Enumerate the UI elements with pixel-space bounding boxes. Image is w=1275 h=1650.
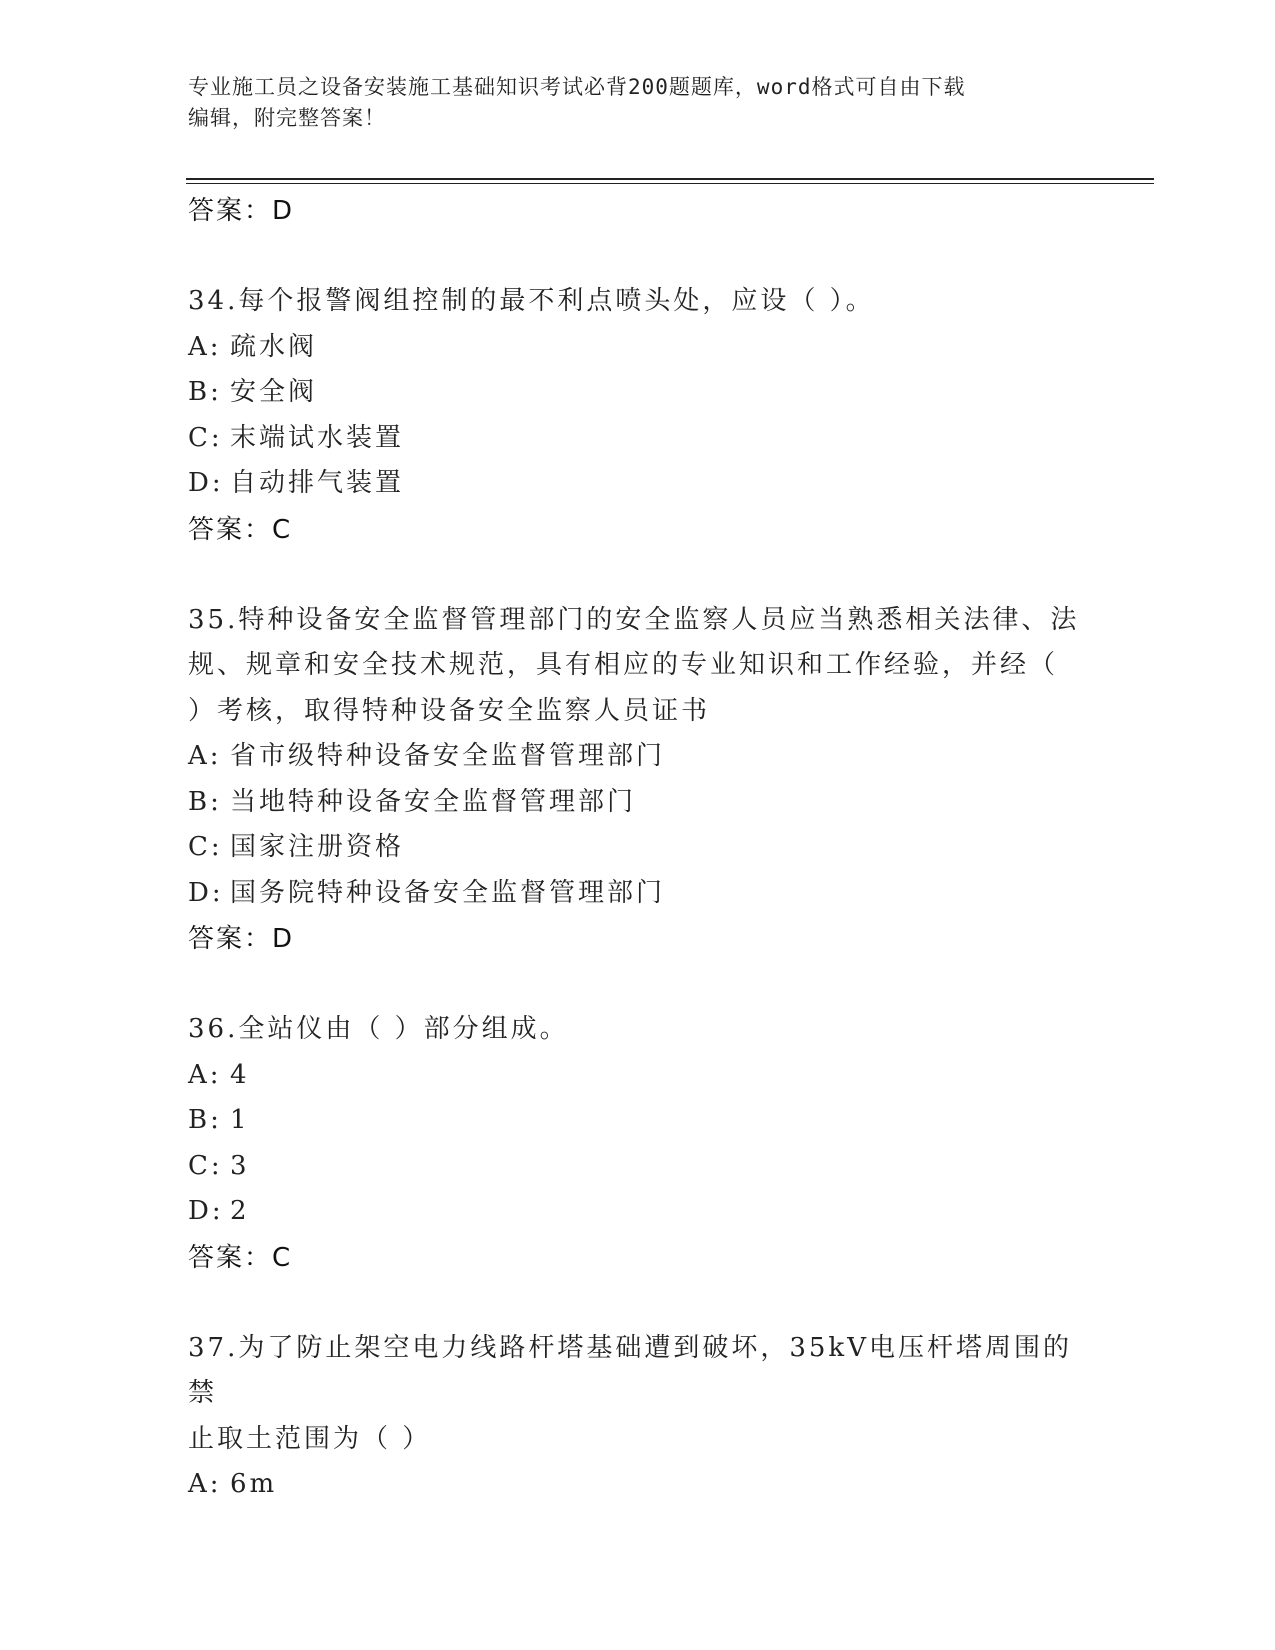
header-rule-thick [186,178,1154,180]
option-text: 国务院特种设备安全监督管理部门 [230,877,666,908]
answer-line: 答案：D [188,196,295,226]
option-letter: A: [188,1469,222,1499]
option-b [188,370,1088,416]
option-text: 1 [230,1105,250,1135]
answer-line: 答案：C [188,514,293,545]
question-block [188,1326,1088,1508]
option-text: 省市级特种设备安全监督管理部门 [230,741,666,771]
option-d [188,1189,1088,1235]
option-text: 2 [230,1196,250,1226]
question-spacer [188,234,1088,279]
option-c [188,825,1088,871]
question-text: 34.每个报警阀组控制的最不利点喷头处，应设（ ）。 [188,286,875,316]
option-letter: B: [188,786,222,817]
question-text: 36.全站仪由（ ）部分组成。 [188,1014,569,1044]
question-block [188,598,1088,963]
option-letter: C: [188,422,223,453]
option-d [188,461,1088,507]
option-c [188,416,1088,462]
question-text: 35.特种设备安全监督管理部门的安全监察人员应当熟悉相关法律、法 [188,604,1080,635]
answer-line: 答案：D [188,924,295,954]
option-letter: B: [188,377,222,407]
option-a [188,325,1088,371]
option-b [188,780,1088,826]
question-spacer [188,1281,1088,1326]
option-c [188,1144,1088,1190]
option-letter: C: [188,1150,223,1181]
question-text: ）考核，取得特种设备安全监察人员证书 [188,695,711,726]
option-text: 安全阀 [230,377,318,407]
option-letter: D: [188,468,224,498]
header-line-2: 编辑，附完整答案！ [188,106,386,130]
question-spacer [188,553,1088,598]
option-letter: D: [188,1196,224,1226]
option-text: 当地特种设备安全监督管理部门 [230,786,637,817]
option-b [188,1098,1088,1144]
question-text: 37.为了防止架空电力线路杆塔基础遭到破坏，35kV电压杆塔周围的禁 [188,1332,1072,1408]
option-a [188,1462,1088,1508]
header-rule-thin [186,183,1154,184]
option-text: 疏水阀 [230,331,318,362]
option-letter: A: [188,1059,222,1090]
option-letter: C: [188,832,223,862]
question-text: 止取土范围为（ ） [188,1423,432,1454]
option-text: 3 [230,1150,250,1181]
question-block [188,279,1088,553]
question-spacer [188,962,1088,1007]
option-letter: A: [188,331,222,362]
document-body [188,188,1088,1508]
option-text: 自动排气装置 [230,468,405,498]
question-block [188,1007,1088,1281]
option-a [188,734,1088,780]
header-line-1: 专业施工员之设备安装施工基础知识考试必背200题题库，word格式可自由下载 [188,75,966,99]
question-text: 规、规章和安全技术规范，具有相应的专业知识和工作经验，并经（ [188,650,1059,680]
option-text: 国家注册资格 [230,832,405,862]
option-letter: B: [188,1105,222,1135]
answer-line: 答案：C [188,1242,293,1273]
option-a [188,1053,1088,1099]
document-header [188,72,1088,134]
option-text: 末端试水装置 [230,422,405,453]
option-d [188,871,1088,917]
option-text: 6m [230,1469,278,1499]
option-text: 4 [230,1059,250,1090]
option-letter: A: [188,741,222,771]
option-letter: D: [188,877,224,908]
